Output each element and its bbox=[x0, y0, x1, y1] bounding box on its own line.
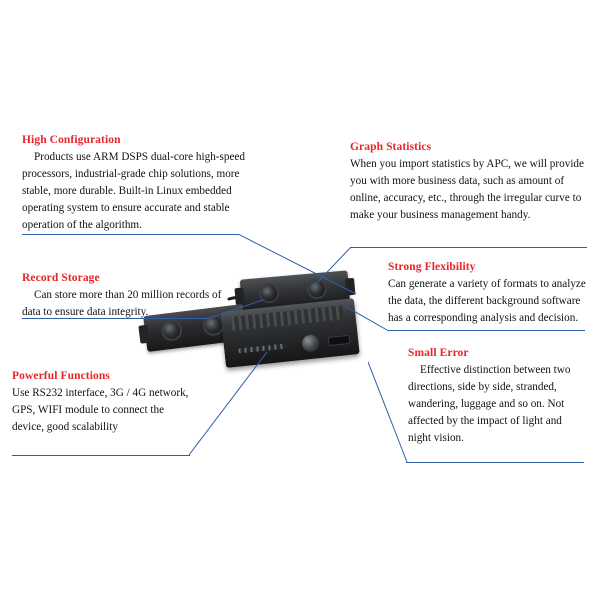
callout-small-error bbox=[408, 347, 586, 447]
callout-record-storage bbox=[22, 272, 222, 321]
callout-body: Can store more than 20 million records of data to ensure data integrity. bbox=[22, 289, 222, 319]
callout-title: High Configuration bbox=[22, 134, 121, 146]
leader-line-graph-statistics bbox=[312, 247, 352, 289]
callout-title: Strong Flexibility bbox=[388, 261, 476, 273]
callout-body: When you import statistics by APC, we will provide you with more business data, such as amount of online, accuracy, etc., through the irregular curve to make your business management handy. bbox=[350, 158, 584, 222]
callout-high-configuration bbox=[22, 134, 252, 234]
callout-title: Record Storage bbox=[22, 272, 100, 284]
leader-line-strong-flexibility bbox=[345, 306, 389, 332]
callout-title: Powerful Functions bbox=[12, 370, 110, 382]
callout-body: Use RS232 interface, 3G / 4G network, GPS, WIFI module to connect the device, good scalability bbox=[12, 387, 189, 434]
callout-powerful-functions bbox=[12, 370, 192, 436]
camera-lens-icon bbox=[160, 319, 183, 342]
callout-underline bbox=[12, 455, 190, 456]
callout-title: Small Error bbox=[408, 347, 469, 359]
callout-body: Effective distinction between two directions, side by side, stranded, wandering, luggage and so on. Not affected by the impact of light and night vision. bbox=[408, 364, 571, 445]
callout-strong-flexibility bbox=[388, 261, 586, 327]
callout-title: Graph Statistics bbox=[350, 141, 432, 153]
callout-body: Can generate a variety of formats to analyze the data, the different background software has a corresponding analysis and decision. bbox=[388, 278, 586, 325]
leader-line-small-error bbox=[368, 362, 408, 464]
callout-underline bbox=[387, 330, 585, 331]
callout-graph-statistics bbox=[350, 141, 588, 224]
callout-underline bbox=[22, 234, 239, 235]
callout-underline bbox=[350, 247, 587, 248]
callout-underline bbox=[406, 462, 584, 463]
callout-body: Products use ARM DSPS dual-core high-speed processors, industrial-grade chip solutions, more stable, more durable. Built-in Linux embedded operating system to ensure accurate and stable operation of the algorithm. bbox=[22, 151, 245, 232]
leader-line-powerful-functions bbox=[189, 352, 269, 456]
